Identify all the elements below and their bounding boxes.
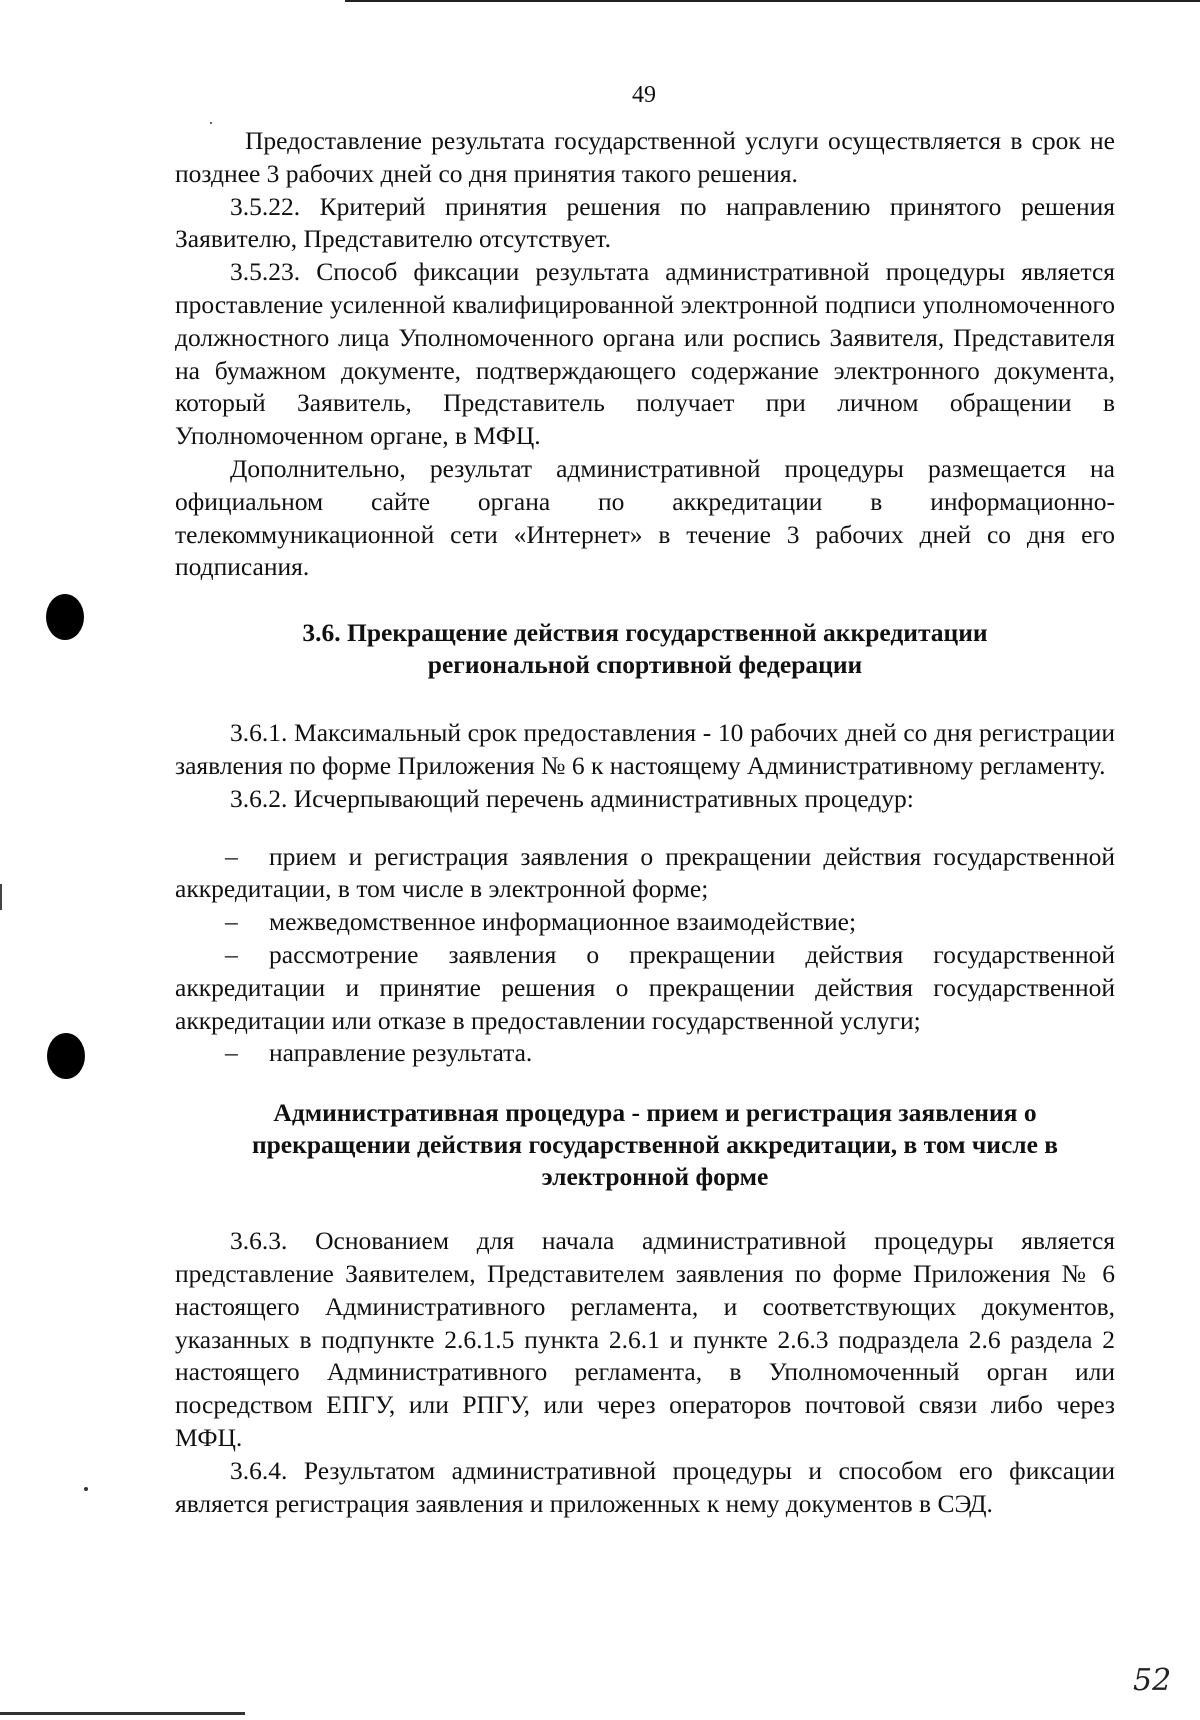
procedure-heading [175, 1097, 1115, 1193]
handwritten-page-mark: 52 [1133, 1663, 1172, 1698]
list-dash: – [225, 939, 238, 969]
list-dash: – [225, 841, 238, 871]
paragraph: 3.6.3. Основанием для начала административной процедуры является представление Заявителем, Представителем заявления по форме Приложения № 6 настоящего Административного регламента, и соответствующих документов, указанных в подпункте 2.6.1.5 пункта 2.6.1 и пункте 2.6.3 подраздела 2.6 раздела 2 настоящего Административного регламента, в Уполномоченный орган или посредством ЕПГУ, или РПГУ, или через операторов почтовой связи либо через МФЦ. [175, 1226, 1115, 1452]
list-dash: – [225, 907, 238, 937]
list-item-text: рассмотрение заявления о прекращении действия государственной аккредитации и принятие решения о прекращении действия государственной аккредитации или отказе в предоставлении государственной услуги; [175, 939, 1115, 1035]
scan-edge-mark [0, 884, 2, 910]
list-item [175, 906, 1115, 939]
scan-top-line [345, 0, 1200, 2]
punch-hole-bottom [47, 1033, 85, 1079]
list-item-text: межведомственное информационное взаимодействие; [269, 907, 857, 937]
paragraph: 3.6.2. Исчерпывающий перечень административных процедур: [230, 783, 914, 813]
section-heading-line: 3.6. Прекращение действия государственной аккредитации [302, 618, 988, 648]
paragraph: 3.5.23. Способ фиксации результата административной процедуры является проставление усиленной квалифицированной электронной подписи уполномоченного должностного лица Уполномоченного органа или роспись Заявителя, Представителя на бумажном документе, подтверждающего содержание электронного документа, который Заявитель, Представитель получает при личном обращении в Уполномоченном органе, в МФЦ. [175, 257, 1115, 451]
procedure-heading-line: Административная процедура - прием и регистрация заявления о [273, 1098, 1037, 1128]
scan-speck [210, 122, 212, 124]
document-body [175, 125, 1115, 1520]
scan-speck [84, 1487, 88, 1491]
paragraph: 3.5.22. Критерий принятия решения по направлению принятого решения Заявителю, Представителю отсутствует. [175, 191, 1115, 254]
paragraph: Дополнительно, результат административной процедуры размещается на официальном сайте органа по аккредитации в информационно-телекоммуникационной сети «Интернет» в течение 3 рабочих дней со дня его подписания. [175, 453, 1115, 582]
list-item-text: направление результата. [269, 1038, 533, 1068]
punch-hole-top [46, 594, 84, 640]
procedure-heading-line: прекращении действия государственной аккредитации, в том числе в [251, 1130, 1059, 1160]
list-item-text: прием и регистрация заявления о прекращении действия государственной аккредитации, в том числе в электронной форме; [175, 841, 1115, 904]
section-heading-line: региональной спортивной федерации [427, 650, 863, 680]
paragraph: Предоставление результата государственной услуги осуществляется в срок не позднее 3 рабочих дней со дня принятия такого решения. [175, 126, 1115, 188]
list-item [175, 1037, 1115, 1070]
list-item [175, 841, 1115, 907]
list-item [175, 939, 1115, 1037]
page-number: 49 [632, 82, 656, 108]
procedure-heading-line: электронной форме [541, 1162, 769, 1192]
spacer [175, 816, 1115, 841]
section-heading [175, 617, 1115, 681]
list-dash: – [225, 1038, 238, 1068]
paragraph: 3.6.4. Результатом административной процедуры и способом его фиксации является регистрация заявления и приложенных к нему документов в СЭД. [175, 1455, 1115, 1518]
scan-bottom-line [0, 1712, 245, 1715]
paragraph: 3.6.1. Максимальный срок предоставления - 10 рабочих дней со дня регистрации заявления по форме Приложения № 6 к настоящему Административному регламенту. [175, 718, 1115, 780]
